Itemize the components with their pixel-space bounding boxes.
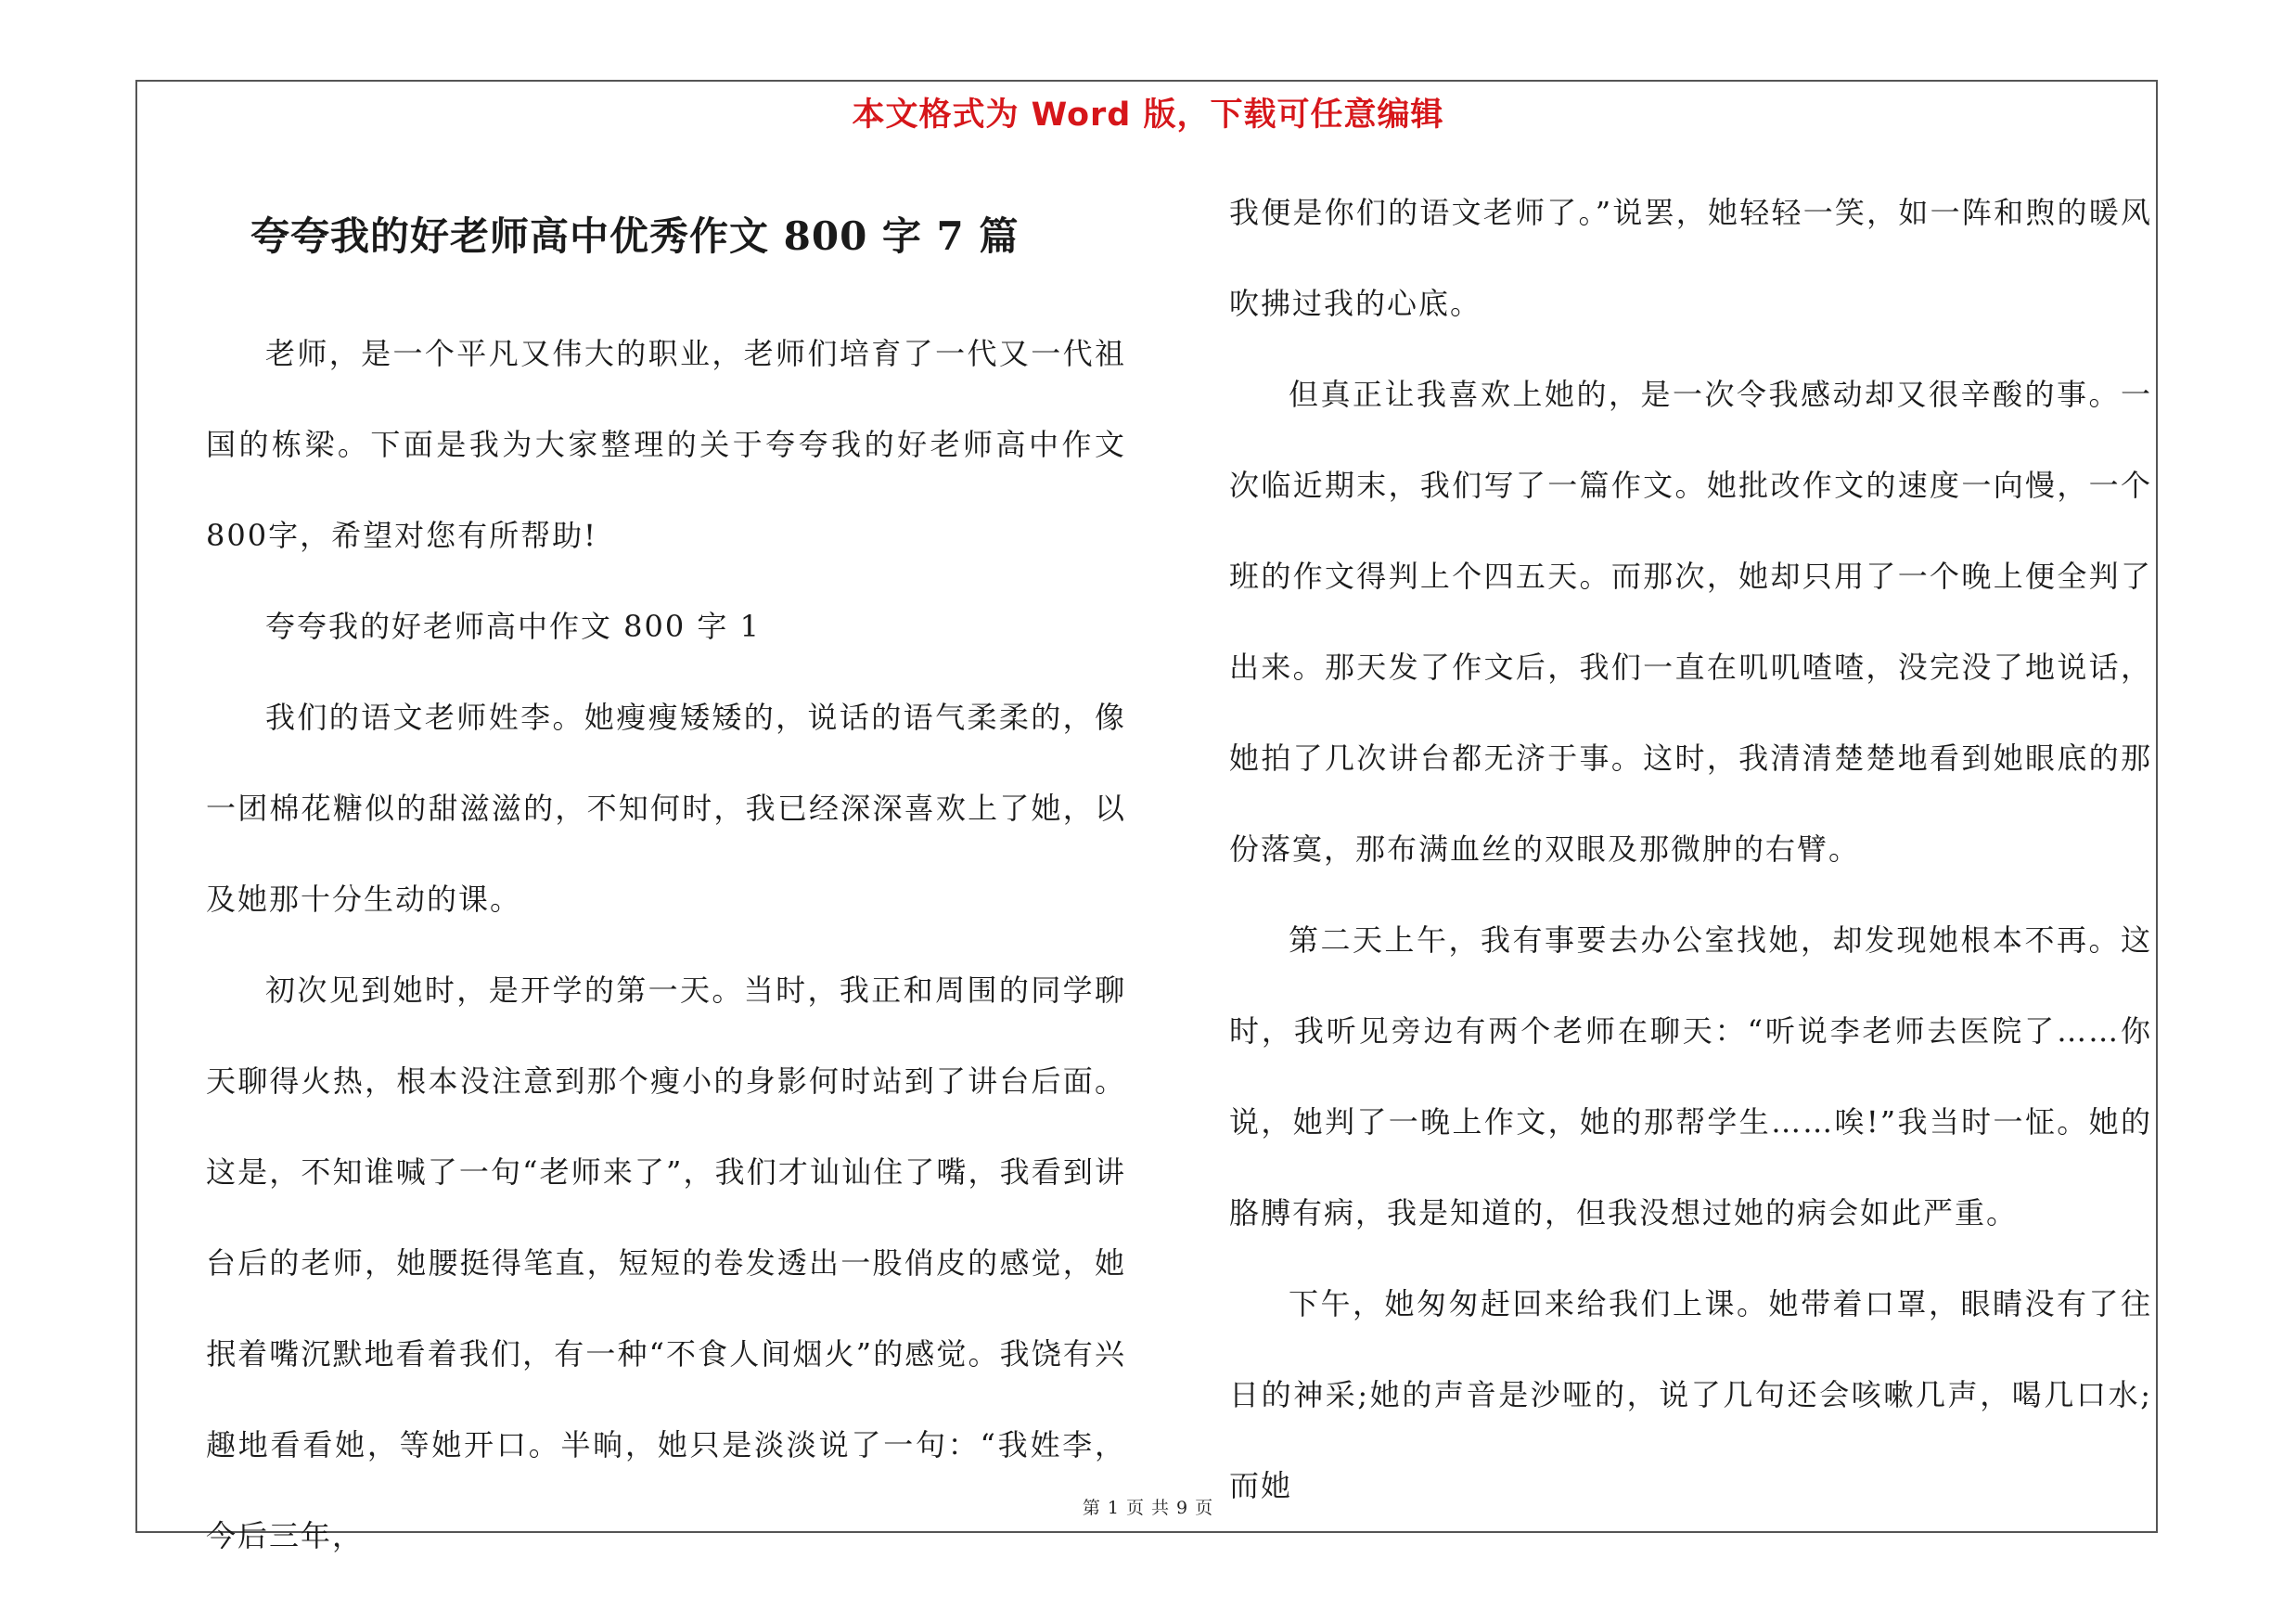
document-title: 夸夸我的好老师高中优秀作文 800 字 7 篇	[250, 213, 1020, 259]
paragraph: 初次见到她时，是开学的第一天。当时，我正和周围的同学聊天聊得火热，根本没注意到那个瘦小的身影何时站到了讲台后面。这是，不知谁喊了一句“老师来了”，我们才讪讪住了嘴，我看到讲台后的老师，她腰挺得笔直，短短的卷发透出一股俏皮的感觉，她抿着嘴沉默地看着我们，有一种“不食人间烟火”的感觉。我饶有兴趣地看看她，等她开口。半晌，她只是淡淡说了一句：“我姓李，今后三年，	[206, 973, 1126, 1554]
right-column	[1229, 195, 2152, 1531]
section-heading: 夸夸我的好老师高中作文 800 字 1	[265, 609, 761, 645]
paragraph: 老师，是一个平凡又伟大的职业，老师们培育了一代又一代祖国的栋梁。下面是我为大家整理的关于夸夸我的好老师高中作文800字，希望对您有所帮助!	[206, 336, 1126, 554]
paragraph: 下午，她匆匆赶回来给我们上课。她带着口罩，眼睛没有了往日的神采;她的声音是沙哑的，说了几句还会咳嗽几声，喝几口水;而她	[1229, 1286, 2152, 1503]
paragraph-continued: 我便是你们的语文老师了。”说罢，她轻轻一笑，如一阵和煦的暖风吹拂过我的心底。	[1229, 195, 2152, 321]
page-number-footer: 第 1 页 共 9 页	[1082, 1498, 1214, 1518]
left-column	[206, 195, 1126, 1581]
paragraph: 第二天上午，我有事要去办公室找她，却发现她根本不再。这时，我听见旁边有两个老师在聊天：“听说李老师去医院了……你说，她判了一晚上作文，她的那帮学生……唉!”我当时一怔。她的胳膊有病，我是知道的，但我没想过她的病会如此严重。	[1229, 922, 2152, 1230]
paragraph: 我们的语文老师姓李。她瘦瘦矮矮的，说话的语气柔柔的，像一团棉花糖似的甜滋滋的，不知何时，我已经深深喜欢上了她，以及她那十分生动的课。	[206, 700, 1126, 918]
paragraph: 但真正让我喜欢上她的，是一次令我感动却又很辛酸的事。一次临近期末，我们写了一篇作文。她批改作文的速度一向慢，一个班的作文得判上个四五天。而那次，她却只用了一个晚上便全判了出来。那天发了作文后，我们一直在叽叽喳喳，没完没了地说话，她拍了几次讲台都无济于事。这时，我清清楚楚地看到她眼底的那份落寞，那布满血丝的双眼及那微肿的右臂。	[1229, 377, 2152, 867]
format-notice-banner: 本文格式为 Word 版，下载可任意编辑	[852, 97, 1444, 134]
